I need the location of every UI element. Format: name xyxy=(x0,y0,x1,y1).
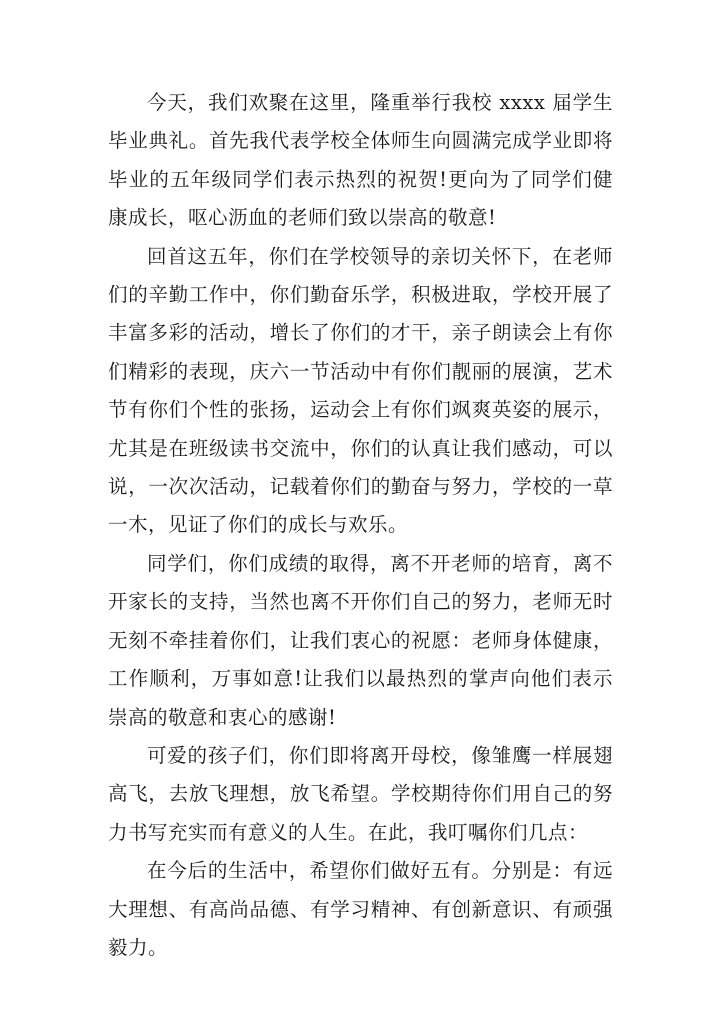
document-body xyxy=(108,84,613,967)
paragraph-welcome: 今天，我们欢聚在这里，隆重举行我校 xxxx 届学生毕业典礼。首先我代表学校全体师生向圆满完成学业即将毕业的五年级同学们表示热烈的祝贺!更向为了同学们健康成长，呕心沥血的老师们致以崇高的敬意! xyxy=(108,91,613,230)
paragraph-gratitude: 同学们，你们成绩的取得，离不开老师的培育，离不开家长的支持，当然也离不开你们自己的努力，老师无时无刻不牵挂着你们，让我们衷心的祝愿：老师身体健康，工作顺利，万事如意!让我们以最热烈的掌声向他们表示崇高的敬意和衷心的感谢! xyxy=(108,551,613,729)
paragraph-five-haves: 在今后的生活中，希望你们做好五有。分别是：有远大理想、有高尚品德、有学习精神、有创新意识、有顽强毅力。 xyxy=(108,859,613,959)
paragraph-farewell: 可爱的孩子们，你们即将离开母校，像雏鹰一样展翅高飞，去放飞理想，放飞希望。学校期待你们用自己的努力书写充实而有意义的人生。在此，我叮嘱你们几点： xyxy=(108,743,613,844)
paragraph-review: 回首这五年，你们在学校领导的亲切关怀下，在老师们的辛勤工作中，你们勤奋乐学，积极进取，学校开展了丰富多彩的活动，增长了你们的才干，亲子朗读会上有你们精彩的表现，庆六一节活动中有你们靓丽的展演，艺术节有你们个性的张扬，运动会上有你们飒爽英姿的展示，尤其是在班级读书交流中，你们的认真让我们感动，可以说，一次次活动，记载着你们的勤奋与努力，学校的一草一木，见证了你们的成长与欢乐。 xyxy=(108,244,613,537)
